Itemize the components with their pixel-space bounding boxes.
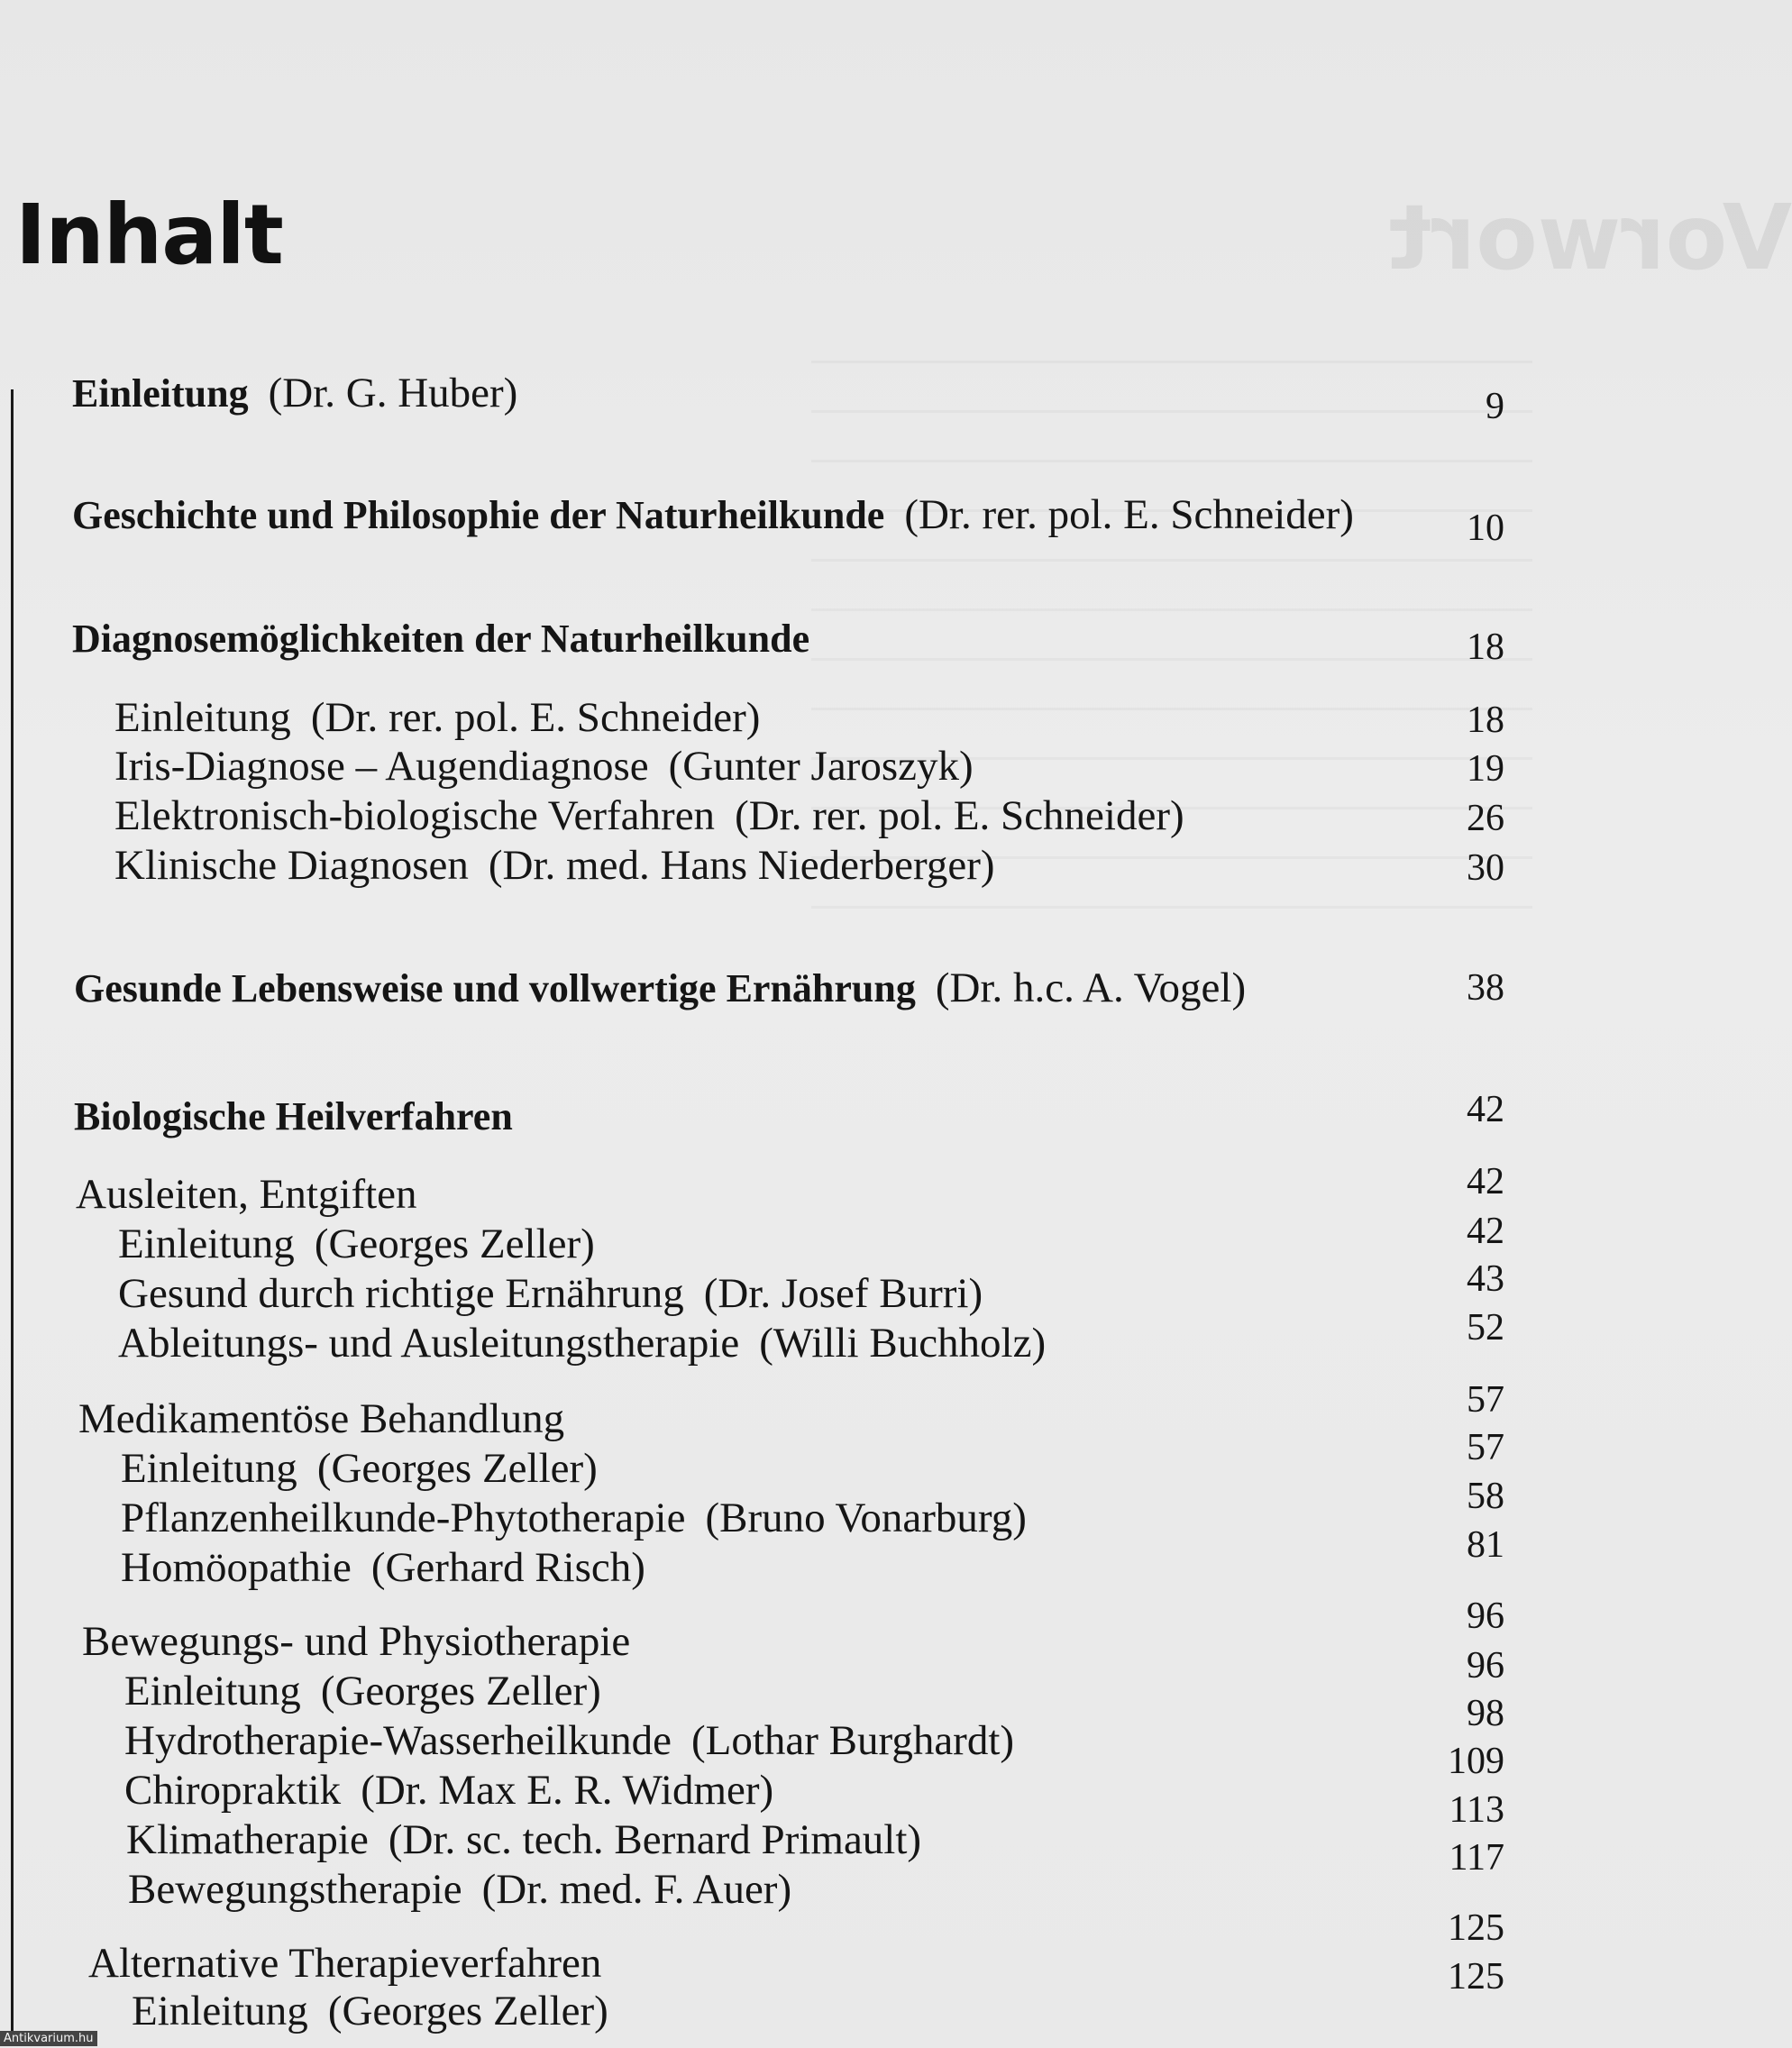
- page-number: 42: [1467, 1161, 1504, 1202]
- toc-subentry: [114, 745, 974, 788]
- ghost-facing-page-heading: Vorwort: [1388, 185, 1792, 290]
- page-number: 98: [1467, 1693, 1504, 1734]
- toc-entry-heilverfahren: [74, 1095, 513, 1138]
- page-number: 26: [1467, 798, 1504, 839]
- page-number: 125: [1448, 1907, 1504, 1949]
- toc-entry-title: Klimatherapie: [126, 1816, 369, 1863]
- toc-entry-author: (Dr. h.c. A. Vogel): [935, 965, 1247, 1011]
- toc-subentry: [124, 1670, 601, 1713]
- page-number: 38: [1467, 967, 1504, 1009]
- toc-entry-title: Geschichte und Philosophie der Naturheilkunde: [72, 493, 885, 537]
- page-number: 10: [1467, 507, 1504, 549]
- toc-section: [76, 1171, 417, 1218]
- toc-entry-author: (Gerhard Risch): [370, 1544, 645, 1591]
- toc-entry-title: Elektronisch-biologische Verfahren: [114, 792, 716, 839]
- toc-entry-title: Ableitungs- und Ausleitungstherapie: [118, 1320, 740, 1367]
- toc-subentry: [114, 694, 761, 741]
- toc-entry-author: (Georges Zeller): [327, 1988, 608, 2034]
- toc-entry-title: Einleitung: [114, 694, 291, 741]
- toc-entry-author: (Georges Zeller): [320, 1668, 601, 1714]
- page-title: Inhalt: [15, 187, 283, 283]
- toc-subentry: [124, 1769, 773, 1812]
- toc-subentry: [121, 1544, 645, 1591]
- toc-entry-title: Alternative Therapieverfahren: [88, 1940, 602, 1987]
- toc-entry-title: Iris-Diagnose – Augendiagnose: [114, 743, 649, 790]
- toc-subentry: [118, 1223, 595, 1266]
- toc-entry-title: Bewegungstherapie: [128, 1866, 462, 1913]
- left-margin-rule: [11, 389, 14, 2039]
- toc-entry-author: (Dr. Josef Burri): [703, 1270, 983, 1317]
- toc-subentry: [121, 1497, 1027, 1540]
- toc-entry-author: (Dr. rer. pol. E. Schneider): [735, 792, 1184, 839]
- toc-entry-diagnose: [72, 617, 809, 660]
- toc-entry-author: (Lothar Burghardt): [690, 1717, 1015, 1764]
- page-number: 9: [1486, 386, 1504, 427]
- toc-entry-author: (Dr. sc. tech. Bernard Primault): [388, 1816, 922, 1863]
- toc-entry-title: Bewegungs- und Physiotherapie: [82, 1618, 631, 1665]
- toc-entry-author: (Dr. Max E. R. Widmer): [361, 1767, 774, 1814]
- toc-subentry: [128, 1866, 792, 1913]
- toc-entry-author: (Dr. rer. pol. E. Schneider): [310, 694, 761, 741]
- page-number: 113: [1449, 1789, 1504, 1831]
- toc-entry-author: (Dr. rer. pol. E. Schneider): [904, 491, 1354, 538]
- page-number: 18: [1467, 626, 1504, 668]
- toc-entry-author: (Willi Buchholz): [759, 1320, 1047, 1367]
- toc-entry-title: Medikamentöse Behandlung: [78, 1395, 565, 1442]
- toc-entry-author: (Gunter Jaroszyk): [668, 743, 974, 790]
- page-number: 109: [1448, 1741, 1504, 1782]
- page-number: 42: [1467, 1211, 1504, 1252]
- toc-subentry: [118, 1322, 1046, 1365]
- page-number: 57: [1467, 1379, 1504, 1421]
- watermark: Antikvarium.hu: [0, 2031, 97, 2046]
- page-number: 18: [1467, 699, 1504, 741]
- toc-entry-geschichte: [72, 491, 1354, 538]
- page-number: 125: [1448, 1956, 1504, 1998]
- toc-entry-title: Einleitung: [124, 1668, 301, 1714]
- page-number: 30: [1467, 847, 1504, 889]
- toc-entry-title: Einleitung: [121, 1445, 297, 1492]
- page-number: 52: [1467, 1307, 1504, 1349]
- page-number: 96: [1467, 1645, 1504, 1687]
- toc-entry-title: Chiropraktik: [124, 1767, 342, 1814]
- page-number: 57: [1467, 1427, 1504, 1468]
- toc-section: [88, 1940, 602, 1987]
- toc-entry-title: Einleitung: [118, 1221, 295, 1267]
- toc-entry-title: Gesund durch richtige Ernährung: [118, 1270, 684, 1317]
- toc-entry-title: Einleitung: [132, 1988, 308, 2034]
- toc-entry-author: (Dr. med. F. Auer): [481, 1866, 792, 1913]
- toc-entry-title: Ausleiten, Entgiften: [76, 1171, 417, 1218]
- toc-entry-title: Gesunde Lebensweise und vollwertige Ernährung: [74, 966, 916, 1010]
- toc-entry-title: Diagnosemöglichkeiten der Naturheilkunde: [72, 617, 810, 661]
- page-number: 117: [1449, 1837, 1504, 1879]
- toc-entry-title: Homöopathie: [121, 1544, 352, 1591]
- page-number: 58: [1467, 1476, 1504, 1517]
- toc-subentry: [114, 792, 1184, 839]
- toc-section: [78, 1395, 565, 1442]
- toc-subentry: [114, 842, 995, 889]
- toc-entry-title: Klinische Diagnosen: [114, 842, 469, 889]
- toc-subentry: [121, 1445, 598, 1492]
- toc-entry-author: (Bruno Vonarburg): [705, 1495, 1027, 1541]
- page-number: 81: [1467, 1524, 1504, 1566]
- toc-subentry: [118, 1270, 983, 1317]
- toc-entry-title: Hydrotherapie-Wasserheilkunde: [124, 1717, 672, 1764]
- page-number: 96: [1467, 1595, 1504, 1637]
- toc-subentry: [124, 1717, 1015, 1764]
- toc-entry-title: Einleitung: [72, 371, 249, 416]
- toc-subentry: [132, 1990, 608, 2033]
- toc-section: [82, 1618, 631, 1665]
- toc-entry-title: Biologische Heilverfahren: [74, 1094, 513, 1138]
- toc-entry-author: (Georges Zeller): [314, 1221, 595, 1267]
- toc-entry-author: (Dr. med. Hans Niederberger): [488, 842, 995, 889]
- toc-entry-lebensweise: [74, 967, 1246, 1010]
- page-number: 42: [1467, 1089, 1504, 1130]
- toc-entry-title: Pflanzenheilkunde-Phytotherapie: [121, 1495, 686, 1541]
- page-number: 43: [1467, 1258, 1504, 1300]
- toc-entry-author: (Georges Zeller): [316, 1445, 598, 1492]
- toc-entry-einleitung: [72, 372, 517, 415]
- toc-subentry: [126, 1816, 922, 1863]
- page-number: 19: [1467, 748, 1504, 790]
- toc-entry-author: (Dr. G. Huber): [268, 370, 518, 416]
